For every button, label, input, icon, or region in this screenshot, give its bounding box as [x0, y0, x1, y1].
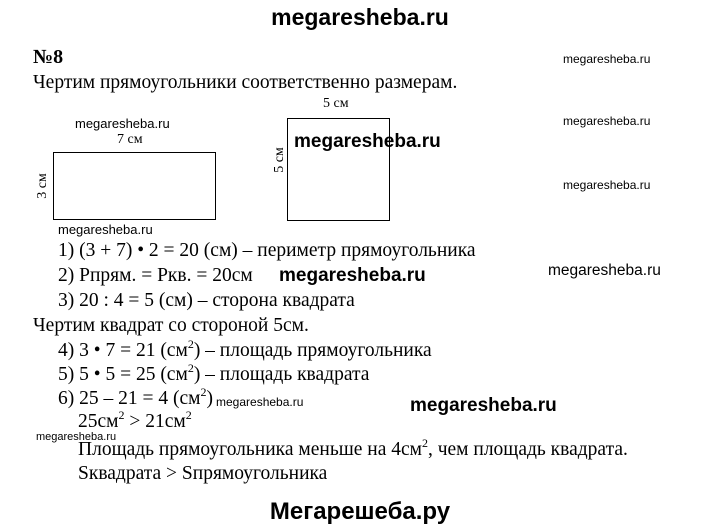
watermark-small: megaresheba.ru	[75, 116, 170, 131]
watermark-small: megaresheba.ru	[216, 395, 304, 409]
step-6-part: )	[206, 388, 213, 409]
conclusion-part: Площадь прямоугольника меньше на 4см	[78, 439, 422, 460]
step-4-part: ) – площадь прямоугольника	[193, 340, 432, 361]
step-1: 1) (3 + 7) • 2 = 20 (см) – периметр прямоугольника	[58, 240, 476, 261]
final-comparison: Sквадрата > Sпрямоугольника	[78, 463, 328, 484]
watermark-small: megaresheba.ru	[563, 178, 651, 192]
step-5-part: 5) 5 • 5 = 25 (см	[58, 364, 188, 385]
step-5-part: ) – площадь квадрата	[193, 364, 370, 385]
conclusion-part: , чем площадь квадрата.	[427, 439, 628, 460]
superscript: 2	[118, 408, 125, 422]
superscript: 2	[187, 337, 194, 351]
step-2: 2) Рпрям. = Ркв. = 20см	[58, 265, 253, 286]
watermark-small: megaresheba.ru	[58, 222, 153, 237]
watermark-medium: megaresheba.ru	[548, 262, 661, 279]
watermark-large: megaresheba.ru	[279, 265, 426, 286]
conclusion	[78, 436, 628, 461]
rectangle-figure	[53, 152, 216, 220]
square-height-label: 5 см	[271, 147, 287, 173]
superscript: 2	[185, 408, 192, 422]
comparison	[78, 408, 192, 433]
step-4	[58, 337, 432, 362]
step-6-part: 6) 25 – 21 = 4 (см	[58, 388, 201, 409]
watermark-small: megaresheba.ru	[563, 114, 651, 128]
watermark-small: megaresheba.ru	[563, 52, 651, 66]
step-5	[58, 361, 370, 386]
rectangle-width-label: 7 см	[117, 132, 143, 147]
step-3: 3) 20 : 4 = 5 (см) – сторона квадрата	[58, 290, 355, 311]
square-width-label: 5 см	[323, 96, 349, 111]
superscript: 2	[187, 361, 194, 375]
watermark-large: megaresheba.ru	[294, 131, 441, 152]
comparison-part: > 21см	[124, 411, 186, 432]
header-watermark: megaresheba.ru	[271, 4, 449, 30]
intro-text: Чертим прямоугольники соответственно размерам.	[33, 72, 458, 93]
watermark-large: megaresheba.ru	[410, 395, 557, 416]
task-number: №8	[33, 46, 64, 68]
middle-text: Чертим квадрат со стороной 5см.	[33, 315, 309, 336]
superscript: 2	[421, 436, 428, 450]
watermark-small: megaresheba.ru	[36, 431, 117, 443]
rectangle-height-label: 3 см	[34, 173, 50, 199]
superscript: 2	[200, 385, 207, 399]
footer-watermark: Мегарешеба.ру	[269, 498, 451, 525]
step-6	[58, 385, 213, 410]
step-4-part: 4) 3 • 7 = 21 (см	[58, 340, 188, 361]
comparison-part: 25см	[78, 411, 119, 432]
